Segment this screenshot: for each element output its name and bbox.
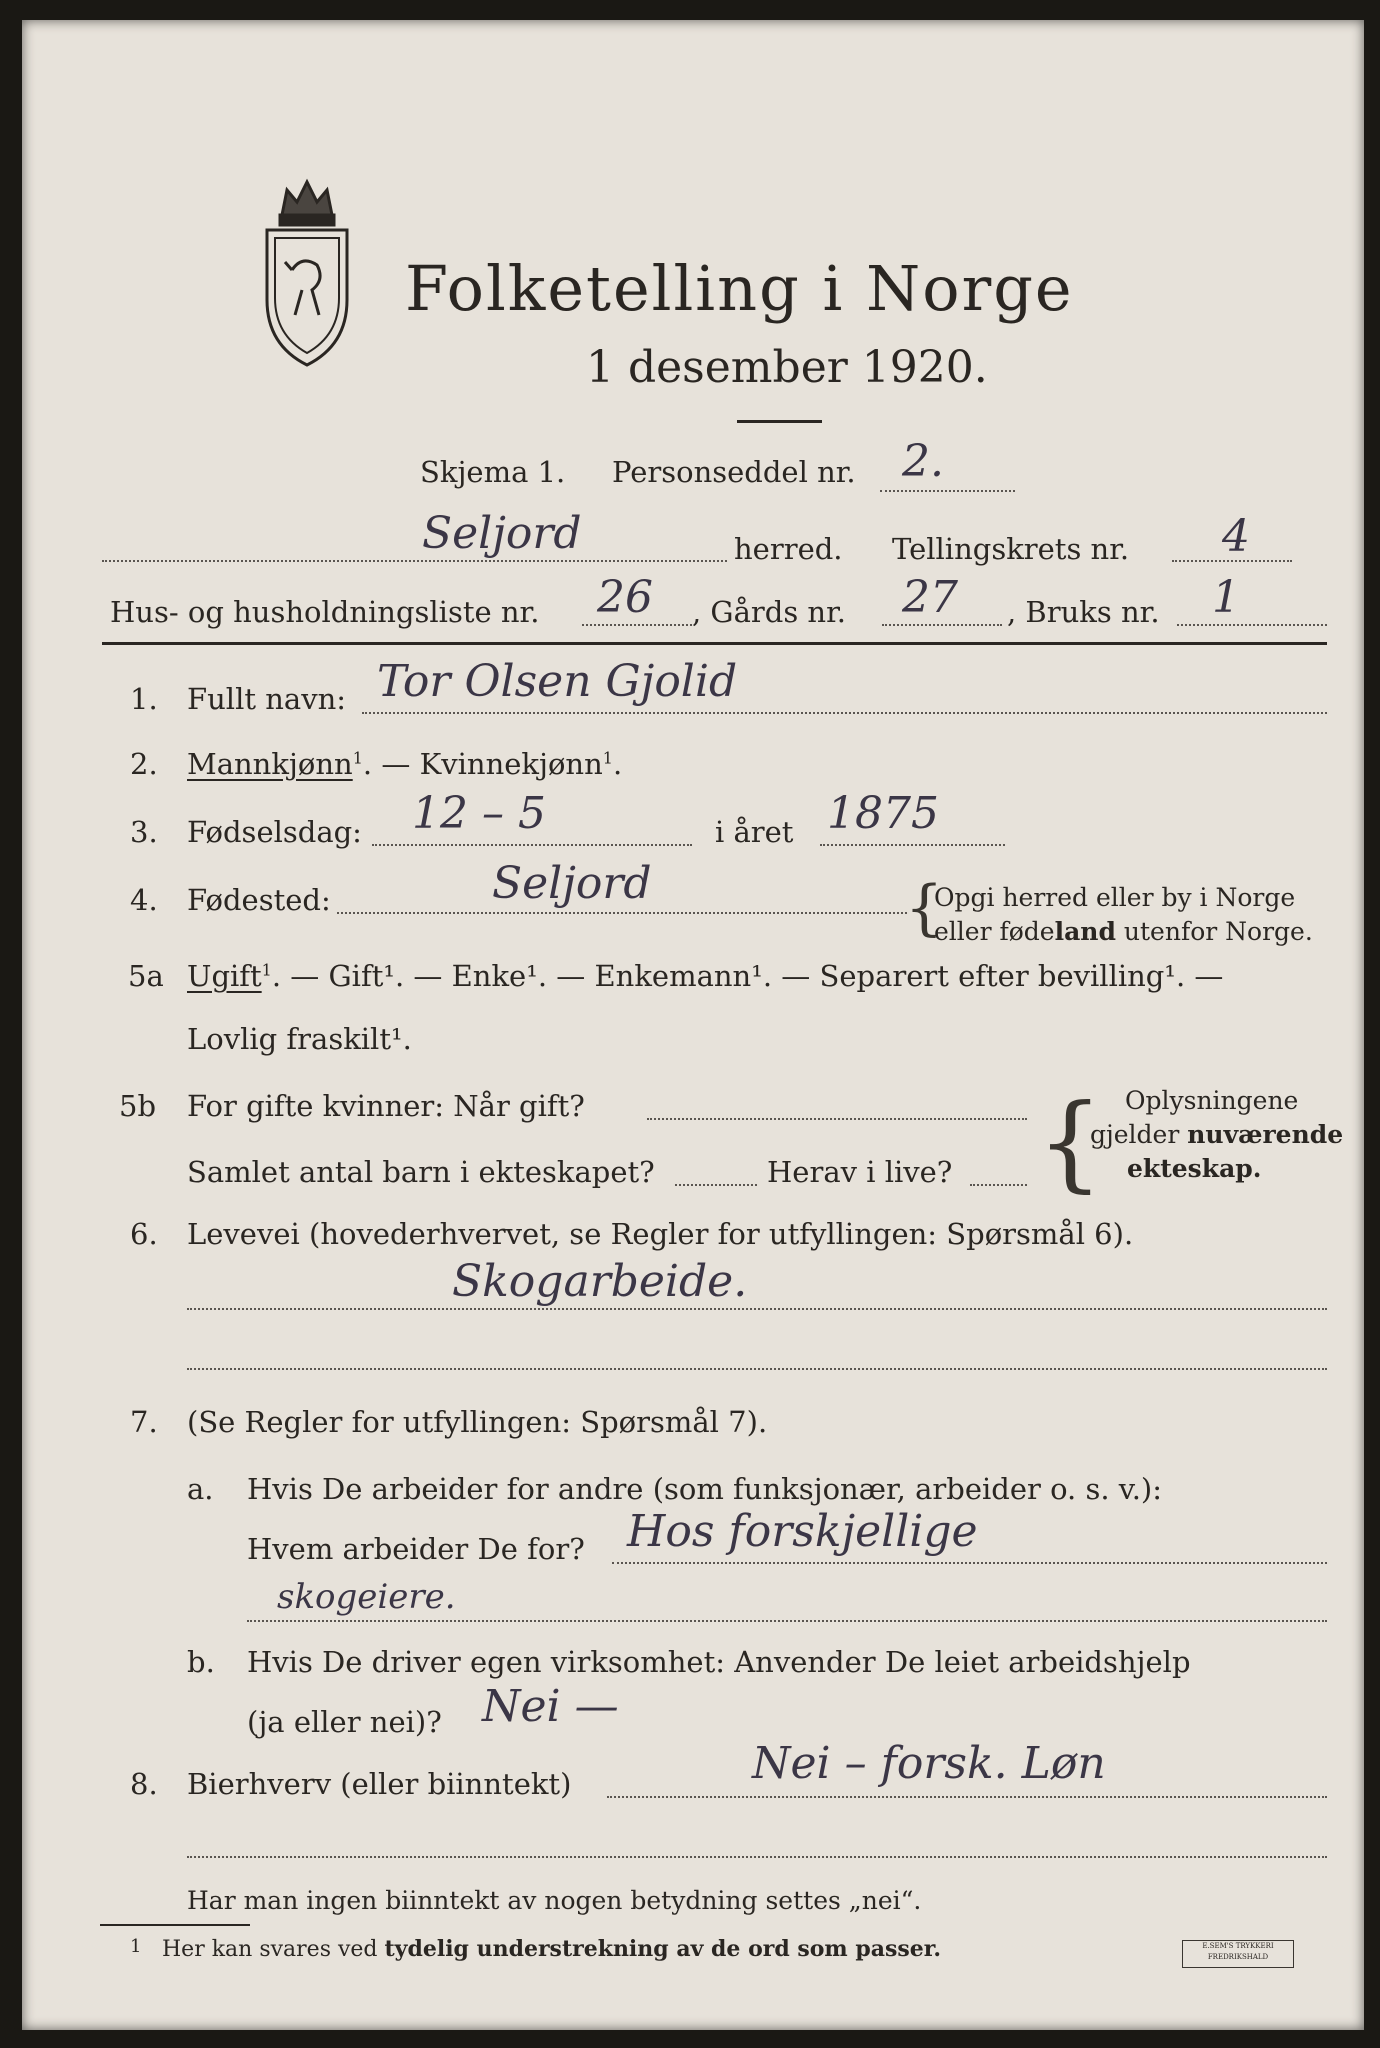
- option-ugift[interactable]: Ugift: [187, 959, 262, 993]
- herred-line: [102, 560, 727, 562]
- husholdning-value[interactable]: 26: [597, 572, 653, 623]
- bruks-value[interactable]: 1: [1212, 572, 1240, 623]
- q5b-brace: {: [1037, 1081, 1104, 1203]
- footer-note: Har man ingen biinntekt av nogen betydning settes „nei“.: [187, 1886, 922, 1915]
- q7a-label2: Hvem arbeider De for?: [247, 1532, 585, 1566]
- q4-label: Fødested:: [187, 883, 331, 917]
- q3-number: 3.: [130, 815, 158, 849]
- q7b-label1: Hvis De driver egen virksomhet: Anvender De leiet arbeidshjelp: [247, 1645, 1191, 1679]
- option-mannkjonn[interactable]: Mannkjønn: [187, 747, 353, 781]
- q4-brace: {: [905, 873, 944, 943]
- title-divider: [737, 420, 822, 423]
- bruks-label: , Bruks nr.: [1007, 595, 1160, 629]
- tellingskrets-value[interactable]: 4: [1222, 511, 1250, 562]
- coat-of-arms-icon: [247, 170, 367, 370]
- q3-year-label: i året: [715, 815, 794, 849]
- q4-note-line1: Opgi herred eller by i Norge: [934, 883, 1296, 912]
- q7a-line1: [612, 1562, 1327, 1564]
- q1-number: 1.: [130, 682, 158, 716]
- footnote-rule: [100, 1924, 250, 1926]
- q8-number: 8.: [130, 1767, 158, 1801]
- printer-stamp: E.SEM'S TRYKKERI FREDRIKSHALD: [1182, 1940, 1294, 1968]
- q4-number: 4.: [130, 883, 158, 917]
- q3-label: Fødselsdag:: [187, 815, 362, 849]
- q7a-label1: Hvis De arbeider for andre (som funksjonær, arbeider o. s. v.):: [247, 1472, 1163, 1506]
- gards-value[interactable]: 27: [902, 572, 958, 623]
- q5a-options: Ugift$^1$. — Gift¹. — Enke¹. — Enkemann¹. — Separert efter bevilling¹. —: [187, 959, 1224, 993]
- q2-number: 2.: [130, 747, 158, 781]
- hired-help-value[interactable]: Nei —: [482, 1681, 619, 1732]
- q7b-label2: (ja eller nei)?: [247, 1705, 442, 1739]
- q5b-married-line: [647, 1118, 1027, 1120]
- q8-label: Bierhverv (eller biinntekt): [187, 1767, 572, 1801]
- skjema-label: Skjema 1.: [420, 455, 566, 489]
- q5b-label1: For gifte kvinner: Når gift?: [187, 1089, 585, 1123]
- q5a-number: 5a: [128, 959, 164, 993]
- q5b-note3: ekteskap.: [1127, 1154, 1262, 1183]
- q7a-letter: a.: [187, 1472, 214, 1506]
- q3-year-line: [820, 844, 1005, 846]
- q5b-label3: Herav i live?: [767, 1155, 953, 1189]
- q5b-children-line: [675, 1184, 757, 1186]
- form-title: Folketelling i Norge: [405, 252, 1074, 325]
- q6-label: Levevei (hovederhvervet, se Regler for utfyllingen: Spørsmål 6).: [187, 1217, 1134, 1251]
- q8-line1: [607, 1796, 1327, 1798]
- q7-label: (Se Regler for utfyllingen: Spørsmål 7).: [187, 1405, 768, 1439]
- q7a-line2: [247, 1620, 1327, 1622]
- q4-line: [337, 912, 907, 914]
- q2-end: .: [612, 747, 623, 781]
- q5b-note1: Oplysningene: [1125, 1086, 1299, 1115]
- q7b-letter: b.: [187, 1645, 215, 1679]
- full-name-value[interactable]: Tor Olsen Gjolid: [377, 656, 738, 707]
- q5b-alive-line: [970, 1184, 1027, 1186]
- option-kvinnekjonn[interactable]: Kvinnekjønn: [419, 747, 603, 781]
- footnote-text: Her kan svares ved tydelig understrekning av de ord som passer.: [162, 1936, 942, 1962]
- q7-number: 7.: [130, 1405, 158, 1439]
- q4-note-line2: eller fødeland utenfor Norge.: [934, 917, 1313, 946]
- q6-number: 6.: [130, 1217, 158, 1251]
- q5a-line2[interactable]: Lovlig fraskilt¹.: [187, 1022, 412, 1056]
- q2-options: Mannkjønn$^1$. — Kvinnekjønn$^1$.: [187, 747, 623, 781]
- q2-separator: . —: [362, 747, 420, 781]
- q5b-note2: gjelder nuværende: [1090, 1120, 1344, 1149]
- personseddel-label: Personseddel nr.: [612, 455, 856, 489]
- q6-line1: [187, 1308, 1327, 1310]
- q1-line: [362, 712, 1327, 714]
- employer-value[interactable]: Hos forskjellige: [627, 1506, 978, 1557]
- header-rule: [102, 642, 1327, 645]
- husholdning-label: Hus- og husholdningsliste nr.: [110, 595, 540, 629]
- census-form-page: [22, 20, 1364, 2030]
- q5a-other-options[interactable]: . — Gift¹. — Enke¹. — Enkemann¹. — Separert efter bevilling¹. —: [271, 959, 1224, 993]
- census-date: 1 desember 1920.: [586, 342, 988, 393]
- q1-label: Fullt navn:: [187, 682, 347, 716]
- herred-value[interactable]: Seljord: [422, 508, 582, 559]
- gards-label: , Gårds nr.: [692, 595, 846, 629]
- q5b-number: 5b: [119, 1089, 157, 1123]
- q3-line: [372, 844, 692, 846]
- bruks-line: [1177, 624, 1327, 626]
- occupation-value[interactable]: Skogarbeide.: [452, 1256, 748, 1307]
- q6-line2: [187, 1368, 1327, 1370]
- personseddel-value[interactable]: 2.: [902, 436, 944, 487]
- herred-label: herred.: [734, 532, 843, 566]
- q5b-label2: Samlet antal barn i ekteskapet?: [187, 1155, 655, 1189]
- birthdate-value[interactable]: 12 – 5: [412, 788, 546, 839]
- side-income-value[interactable]: Nei – forsk. Løn: [752, 1738, 1106, 1789]
- footnote-mark: 1: [130, 1936, 142, 1957]
- employer-value-continued[interactable]: skogeiere.: [277, 1577, 456, 1617]
- tellingskrets-label: Tellingskrets nr.: [892, 532, 1130, 566]
- personseddel-line: [880, 490, 1015, 492]
- birth-year-value[interactable]: 1875: [827, 788, 939, 839]
- q8-line2: [187, 1856, 1327, 1858]
- husholdning-line: [582, 624, 692, 626]
- gards-line: [882, 624, 1002, 626]
- birthplace-value[interactable]: Seljord: [492, 858, 652, 909]
